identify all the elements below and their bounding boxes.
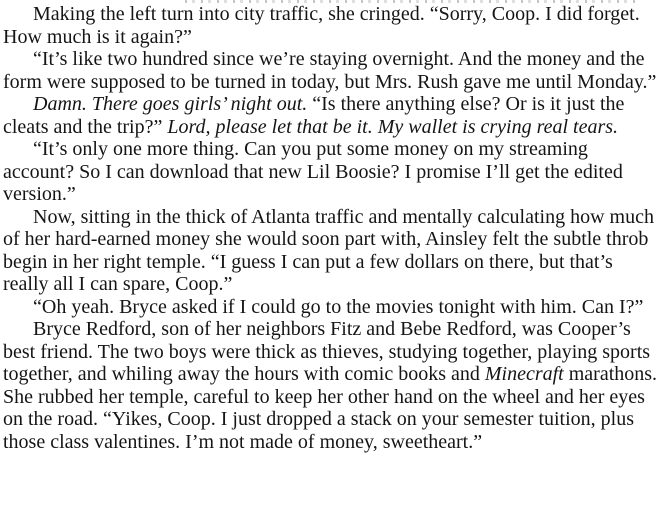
text-run: “Is there anything else? Or is it just the cleats and the trip?” [3, 93, 625, 138]
paragraph [3, 206, 658, 296]
text-run: “It’s like two hundred since we’re staying overnight. And the money and the form were supposed to be turned in today, but Mrs. Rush gave me until Monday.” [3, 48, 657, 93]
paragraph [3, 138, 658, 206]
paragraph [3, 318, 658, 453]
paragraph [3, 3, 658, 48]
text-run: Now, sitting in the thick of Atlanta traffic and mentally calculating how much of her hard-earned money she would soon part with, Ainsley felt the subtle throb begin in her right temple. “I guess I can put a few dollars on there, but that’s really all I can spare, Coop.” [3, 205, 654, 295]
text-run: Making the left turn into city traffic, she cringed. “Sorry, Coop. I did forget. How much is it again?” [3, 3, 640, 48]
book-page [3, 3, 658, 453]
paragraph [3, 93, 658, 138]
text-run: marathons. She rubbed her temple, careful to keep her other hand on the wheel and her eyes on the road. “Yikes, Coop. I just dropped a stack on your semester tuition, plus those class valentines. I’m not made of money, sweetheart.” [3, 363, 658, 453]
paragraph [3, 296, 658, 319]
paragraph [3, 48, 658, 93]
text-run: “It’s only one more thing. Can you put some money on my streaming account? So I can download that new Lil Boosie? I promise I’ll get the edited version.” [3, 138, 623, 205]
text-run: “Oh yeah. Bryce asked if I could go to the movies tonight with him. Can I?” [33, 295, 644, 318]
text-run: Bryce Redford, son of her neighbors Fitz and Bebe Redford, was Cooper’s best friend. The two boys were thick as thieves, studying together, playing sports together, and whiling away the hours with comic books and [3, 318, 651, 385]
text-run-italic: Minecraft [484, 363, 564, 385]
text-run-italic: Lord, please let that be it. My wallet is crying real tears. [167, 115, 619, 138]
text-run-italic: Damn. There goes girls’ night out. [33, 93, 308, 115]
